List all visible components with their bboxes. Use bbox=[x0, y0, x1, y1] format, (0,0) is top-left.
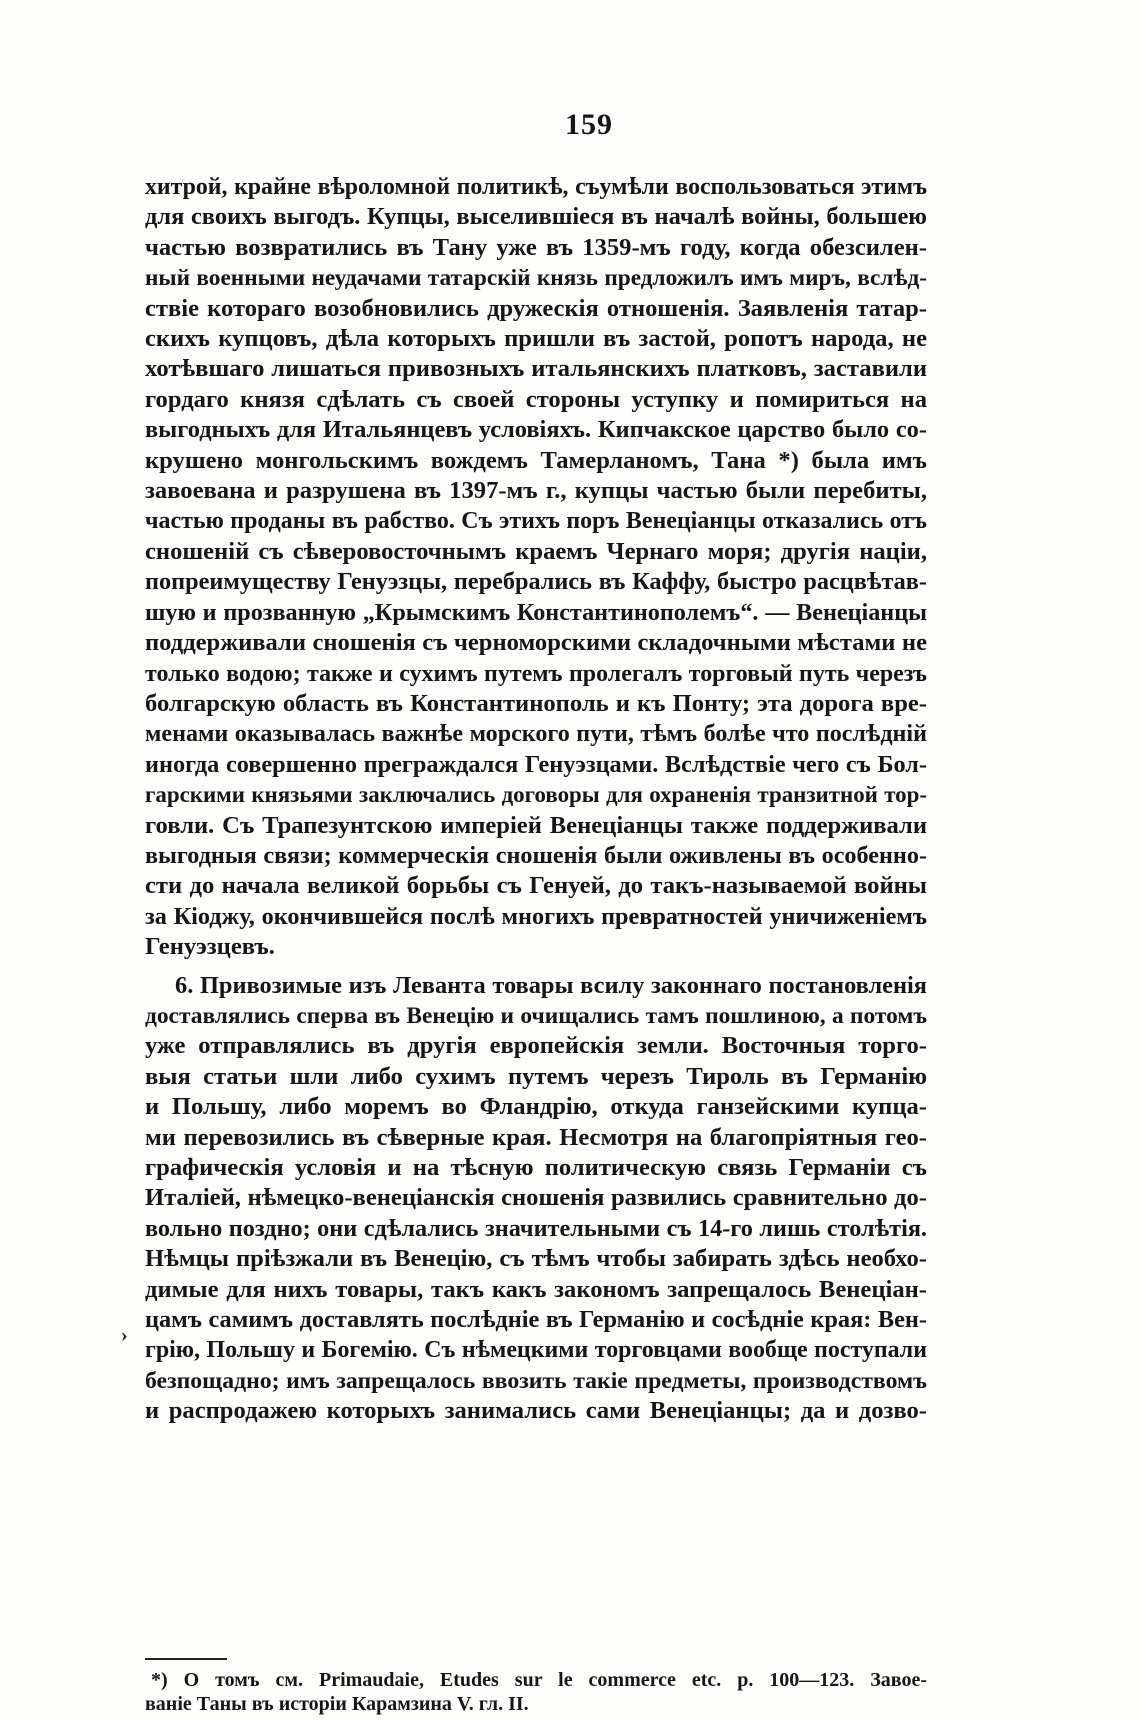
text-line: димые для нихъ товары, такъ какъ закономъ запрещалось Венеціан- bbox=[145, 1275, 927, 1303]
text-line: грію, Польшу и Богемію. Съ нѣмецкими торговцами вообще поступали bbox=[145, 1337, 927, 1364]
text-line: только водою; также и сухимъ путемъ пролегалъ торговый путь черезъ bbox=[145, 660, 927, 687]
text-line: Нѣмцы пріѣзжали въ Венецію, съ тѣмъ чтобы забирать здѣсь необхо- bbox=[145, 1245, 927, 1273]
text-line: для своихъ выгодъ. Купцы, выселившіеся въ началѣ войны, большею bbox=[145, 203, 927, 231]
text-line: хотѣвшаго лишаться привозныхъ итальянскихъ платковъ, заставили bbox=[145, 355, 927, 383]
text-line: шую и прозванную „Крымскимъ Константинополемъ“. — Венеціанцы bbox=[145, 598, 927, 626]
page-number: 159 bbox=[565, 108, 613, 141]
text-line: иногда совершенно преграждался Генуэзцами. Вслѣдствіе чего съ Бол- bbox=[145, 750, 927, 778]
text-line: хитрой, крайне вѣроломной политикѣ, съумѣли воспользоваться этимъ bbox=[145, 174, 927, 200]
footnote bbox=[145, 1668, 927, 1716]
text-line: говли. Съ Трапезунтскою имперіей Венеціанцы также поддерживали bbox=[145, 811, 927, 839]
text-line: безпощадно; имъ запрещалось ввозить такіе предметы, производствомъ bbox=[145, 1367, 927, 1394]
text-line: ми перевозились въ сѣверные края. Несмотря на благопріятныя гео- bbox=[145, 1123, 927, 1151]
text-line: сношеній съ сѣверовосточнымъ краемъ Чернаго моря; другія націи, bbox=[145, 537, 927, 565]
text-line: уже отправлялись въ другія европейскія земли. Восточныя торго- bbox=[145, 1032, 927, 1060]
text-line: доставлялись сперва въ Венецію и очищались тамъ пошлиною, а потомъ bbox=[145, 1002, 927, 1029]
text-line: цамъ самимъ доставлять послѣдніе въ Германію и сосѣдніе края: Вен- bbox=[145, 1306, 927, 1334]
footnote-divider bbox=[145, 1658, 227, 1660]
text-line: завоевана и разрушена въ 1397-мъ г., купцы частью были перебиты, bbox=[145, 477, 927, 505]
text-line: гордаго князя сдѣлать съ своей стороны уступку и помириться на bbox=[145, 385, 927, 413]
text-line: гарскими князьями заключались договоры для охраненія транзитной тор- bbox=[145, 782, 927, 808]
text-line: графическія условія и на тѣсную политическую связь Германіи съ bbox=[145, 1154, 927, 1181]
footnote-line: ваніе Таны въ исторіи Карамзина V. гл. II. bbox=[145, 1693, 529, 1715]
text-line: Генуэзцевъ. bbox=[145, 933, 275, 961]
text-line: выя статьи шли либо сухимъ путемъ черезъ Тироль въ Германію bbox=[145, 1062, 927, 1090]
text-line: попреимуществу Генуэзцы, перебрались въ Каффу, быстро расцвѣтав- bbox=[145, 568, 927, 596]
text-line: ный военными неудачами татарскій князь предложилъ имъ миръ, вслѣд- bbox=[145, 265, 927, 292]
text-line: и Польшу, либо моремъ во Фландрію, откуда ганзейскими купца- bbox=[145, 1093, 927, 1121]
text-line: частью возвратились въ Тану уже въ 1359-мъ году, когда обезсилен- bbox=[145, 233, 927, 261]
footnote-line: *) О томъ см. Primaudaie, Etudes sur le commerce etc. p. 100—123. Завое- bbox=[151, 1669, 927, 1691]
body-text bbox=[145, 172, 927, 1427]
text-line: Италіей, нѣмецко-венеціанскія сношенія развились сравнительно до- bbox=[145, 1184, 927, 1212]
text-line: частью проданы въ рабство. Съ этихъ поръ Венеціанцы отказались отъ bbox=[145, 508, 927, 535]
text-line: сти до начала великой борьбы съ Генуей, до такъ-называемой войны bbox=[145, 872, 927, 900]
text-line: выгодныхъ для Итальянцевъ условіяхъ. Кипчакское царство было со- bbox=[145, 416, 927, 444]
text-line: вольно поздно; они сдѣлались значительными съ 14-го лишь столѣтія. bbox=[145, 1214, 927, 1242]
text-line: и распродажею которыхъ занимались сами Венеціанцы; да и дозво- bbox=[145, 1397, 927, 1425]
text-line: ствіе котораго возобновились дружескія отношенія. Заявленія татар- bbox=[145, 294, 927, 322]
text-line: болгарскую область въ Константинополь и къ Понту; эта дорога вре- bbox=[145, 689, 927, 717]
text-line: за Кіоджу, окончившейся послѣ многихъ превратностей уничиженіемъ bbox=[145, 902, 927, 930]
text-line: 6. Привозимые изъ Леванта товары всилу законнаго постановленія bbox=[175, 971, 927, 999]
text-line: крушено монгольскимъ вождемъ Тамерланомъ, Тана *) была имъ bbox=[145, 446, 927, 474]
text-line: поддерживали сношенія съ черноморскими складочными мѣстами не bbox=[145, 629, 927, 657]
margin-mark: › bbox=[121, 1324, 128, 1346]
text-line: менами оказывалась важнѣе морского пути, тѣмъ болѣе что послѣдній bbox=[145, 721, 927, 748]
text-line: скихъ купцовъ, дѣла которыхъ пришли въ застой, ропотъ народа, не bbox=[145, 325, 927, 353]
text-line: выгодныя связи; коммерческія сношенія были оживлены въ особенно- bbox=[145, 841, 927, 869]
section-6-paragraph bbox=[145, 971, 927, 1427]
